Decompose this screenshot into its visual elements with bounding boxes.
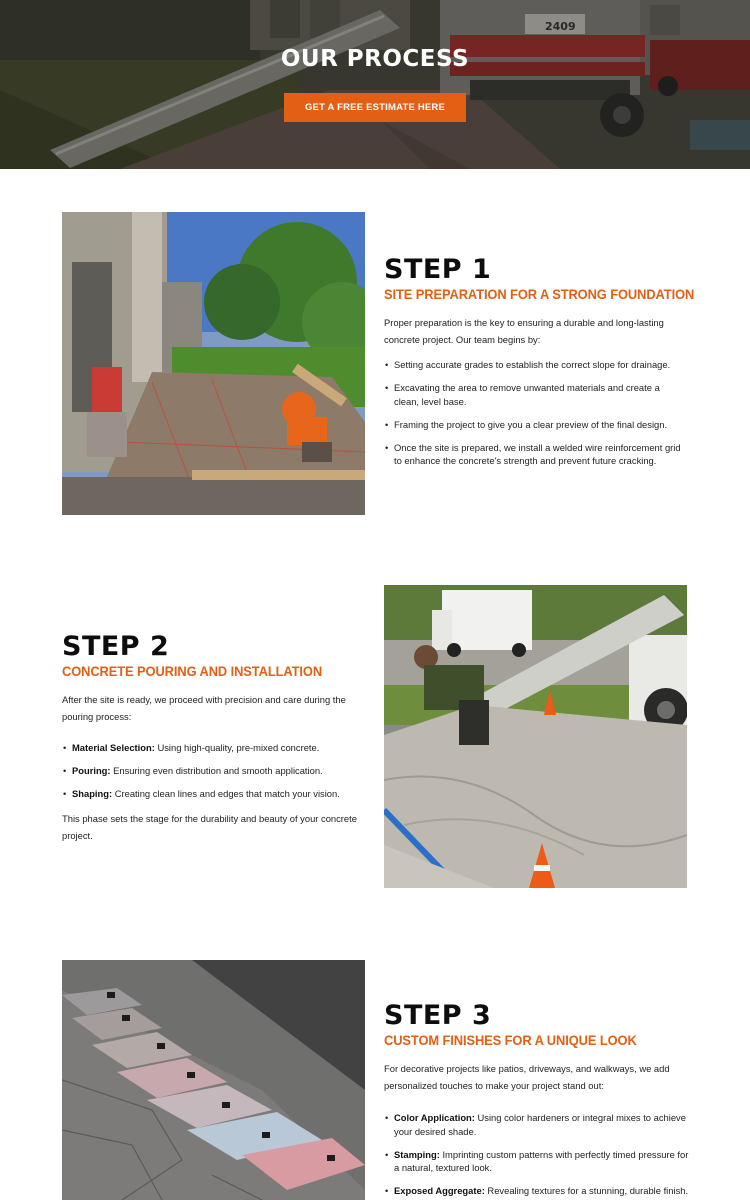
step-1-title: STEP 1 — [384, 254, 492, 285]
step-3-list — [384, 1111, 689, 1198]
step-2-text — [62, 632, 372, 844]
list-item: • Excavating the area to remove unwanted materials and create a clean, level base. — [385, 382, 660, 407]
truck-number-label: 2409 — [545, 20, 576, 33]
step-1-intro: Proper preparation is the key to ensuring a durable and long-lasting concrete project. Our team begins by: — [384, 317, 664, 345]
step-3-title: STEP 3 — [384, 1000, 492, 1031]
stamped-concrete-photo — [62, 960, 365, 1200]
step-3-text — [384, 1001, 694, 1200]
list-item: • Once the site is prepared, we install a welded wire reinforcement grid to enhance the concrete's strength and prevent future cracking. — [385, 441, 681, 466]
step-2-list — [62, 741, 362, 801]
hero-banner — [0, 0, 750, 169]
step-2-title: STEP 2 — [62, 631, 170, 662]
step-1-list — [384, 358, 686, 468]
hero-title: OUR PROCESS — [280, 46, 470, 72]
step-1-text — [384, 255, 694, 477]
step-3-subtitle: CUSTOM FINISHES FOR A UNIQUE LOOK — [384, 1032, 637, 1048]
list-item: • Framing the project to give you a clear preview of the final design. — [385, 418, 668, 430]
step-2-outro: This phase sets the stage for the durability and beauty of your concrete project. — [62, 813, 357, 841]
list-item: • Setting accurate grades to establish the correct slope for drainage. — [385, 359, 671, 370]
list-item: • Color Application: Using color hardeners or integral mixes to achieve your desired shade. — [385, 1112, 686, 1137]
list-item: • Exposed Aggregate: Revealing textures for a stunning, durable finish. — [385, 1185, 689, 1196]
list-item: • Material Selection: Using high-quality, pre-mixed concrete. — [63, 742, 320, 753]
free-estimate-button[interactable]: GET A FREE ESTIMATE HERE — [284, 93, 466, 122]
step-1-subtitle: SITE PREPARATION FOR A STRONG FOUNDATION — [384, 286, 695, 302]
list-item: • Shaping: Creating clean lines and edges that match your vision. — [63, 788, 340, 799]
site-preparation-photo — [62, 212, 365, 515]
concrete-pouring-photo — [384, 585, 687, 888]
step-2-subtitle: CONCRETE POURING AND INSTALLATION — [62, 663, 323, 679]
step-2-intro: After the site is ready, we proceed with precision and care during the pouring process: — [62, 694, 346, 722]
list-item: • Stamping: Imprinting custom patterns with perfectly timed pressure for a natural, textured look. — [385, 1148, 689, 1173]
list-item: • Pouring: Ensuring even distribution and smooth application. — [63, 765, 323, 776]
step-3-intro: For decorative projects like patios, driveways, and walkways, we add personalized touches to make your project stand out: — [384, 1063, 670, 1091]
